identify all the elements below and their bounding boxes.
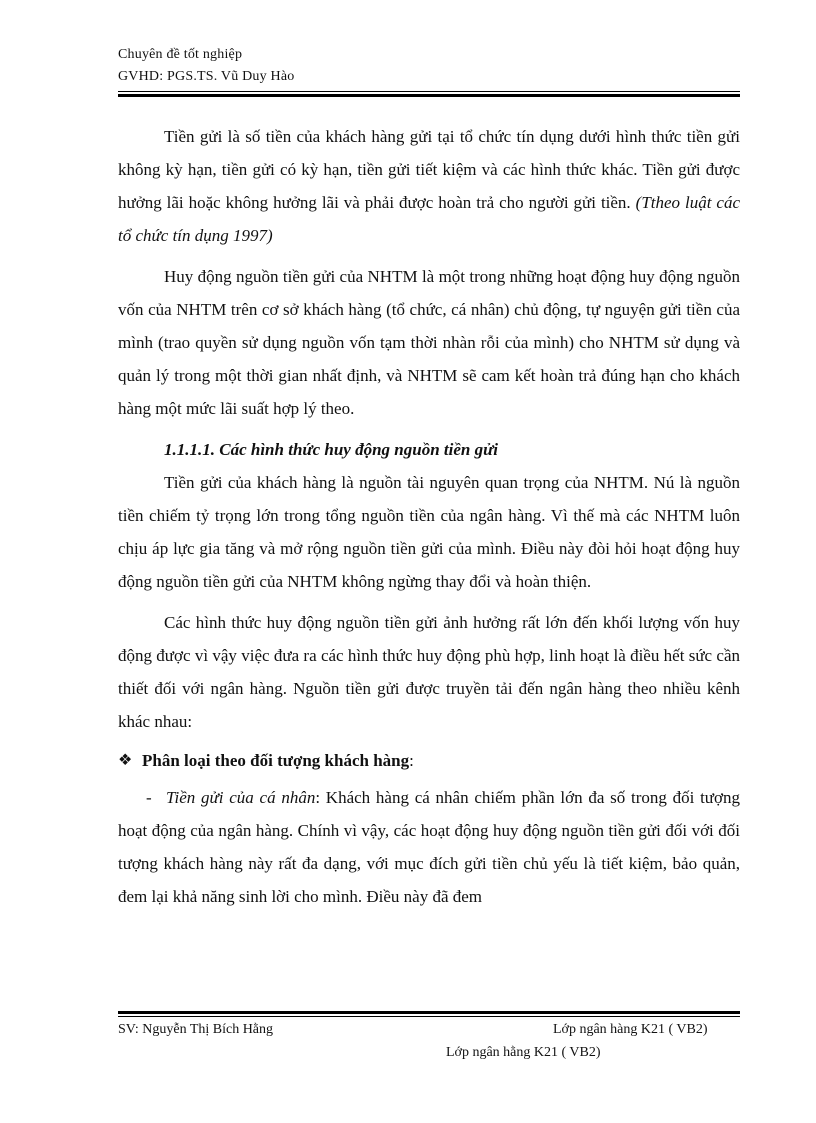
bullet-heading-colon: : <box>409 751 414 770</box>
dash-item-term: Tiền gửi của cá nhân <box>166 788 316 807</box>
footer-student: SV: Nguyễn Thị Bích Hằng <box>118 1022 274 1037</box>
paragraph-mobilization-forms: Các hình thức huy động nguồn tiền gửi ảnh hưởng rất lớn đến khối lượng vốn huy động được vì vậy việc đưa ra các hình thức huy động phù hợp, linh hoạt là điều hết sức cần thiết đối với ngân hàng. Nguồn tiền gửi được truyền tải đến ngân hàng theo nhiều kênh khác nhau: <box>118 613 740 731</box>
footer-rule-thin <box>118 1016 740 1017</box>
page-header <box>118 44 294 88</box>
footer-rule-thick <box>118 1011 740 1014</box>
bullet-heading <box>118 744 740 777</box>
header-rule-thin <box>118 91 740 92</box>
diamond-bullet-icon: ❖ <box>118 752 133 769</box>
paragraph-customer-deposits: Tiền gửi của khách hàng là nguồn tài nguyên quan trọng của NHTM. Nú là nguồn tiền chiếm tỷ trọng lớn trong tổng nguồn tiền của ngân hàng. Vì thế mà các NHTM luôn chịu áp lực gia tăng và mở rộng nguồn tiền gửi của mình. Điều này đòi hỏi hoạt động huy động nguồn tiền gửi của NHTM không ngừng thay đổi và hoàn thiện. <box>118 473 740 591</box>
header-doc-type: Chuyên đề tốt nghiệp <box>118 47 243 62</box>
header-advisor: GVHD: PGS.TS. Vũ Duy Hào <box>118 69 295 84</box>
document-body <box>118 120 740 913</box>
citation: (Ttheo luật các tổ chức tín dụng 1997) <box>118 193 741 245</box>
dash-item-text: : Khách hàng cá nhân chiếm phần lớn đa số trong đối tượng hoạt động của ngân hàng. Chính vì vậy, các hoạt động huy động nguồn tiền gửi đối với đối tượng khách hàng này rất đa dạng, với mục đích gửi tiền chủ yếu là tiết kiệm, bảo quản, đem lại khả năng sinh lời cho mình. Điều này đã đem <box>118 788 741 906</box>
paragraph-deposit-definition <box>118 120 740 252</box>
header-rule-thick <box>118 94 740 97</box>
footer-class-right: Lớp ngân hàng K21 ( VB2) <box>553 1022 708 1037</box>
dash-list-item <box>118 781 740 913</box>
dash-marker: - <box>146 788 152 807</box>
footer-class-center: Lớp ngân hằng K21 ( VB2) <box>446 1045 601 1060</box>
bullet-heading-label: Phân loại theo đối tượng khách hàng <box>142 751 410 770</box>
section-heading: 1.1.1.1. Các hình thức huy động nguồn tiền gửi <box>164 440 499 459</box>
paragraph-mobilization: Huy động nguồn tiền gửi của NHTM là một trong những hoạt động huy động nguồn vốn của NHTM trên cơ sở khách hàng (tổ chức, cá nhân) chủ động, tự nguyện gửi tiền của mình (trao quyền sử dụng nguồn vốn tạm thời nhàn rỗi của mình) cho NHTM sử dụng và quản lý trong một thời gian nhất định, và NHTM sẽ cam kết hoàn trả đúng hạn cho khách hàng một mức lãi suất hợp lý theo. <box>118 267 740 418</box>
paragraph-deposit-definition-text: Tiền gửi là số tiền của khách hàng gửi tại tổ chức tín dụng dưới hình thức tiền gửi không kỳ hạn, tiền gửi có kỳ hạn, tiền gửi tiết kiệm và các hình thức khác. Tiền gửi được hưởng lãi hoặc không hưởng lãi và phải được hoàn trả cho người gửi tiền. <box>118 127 740 212</box>
